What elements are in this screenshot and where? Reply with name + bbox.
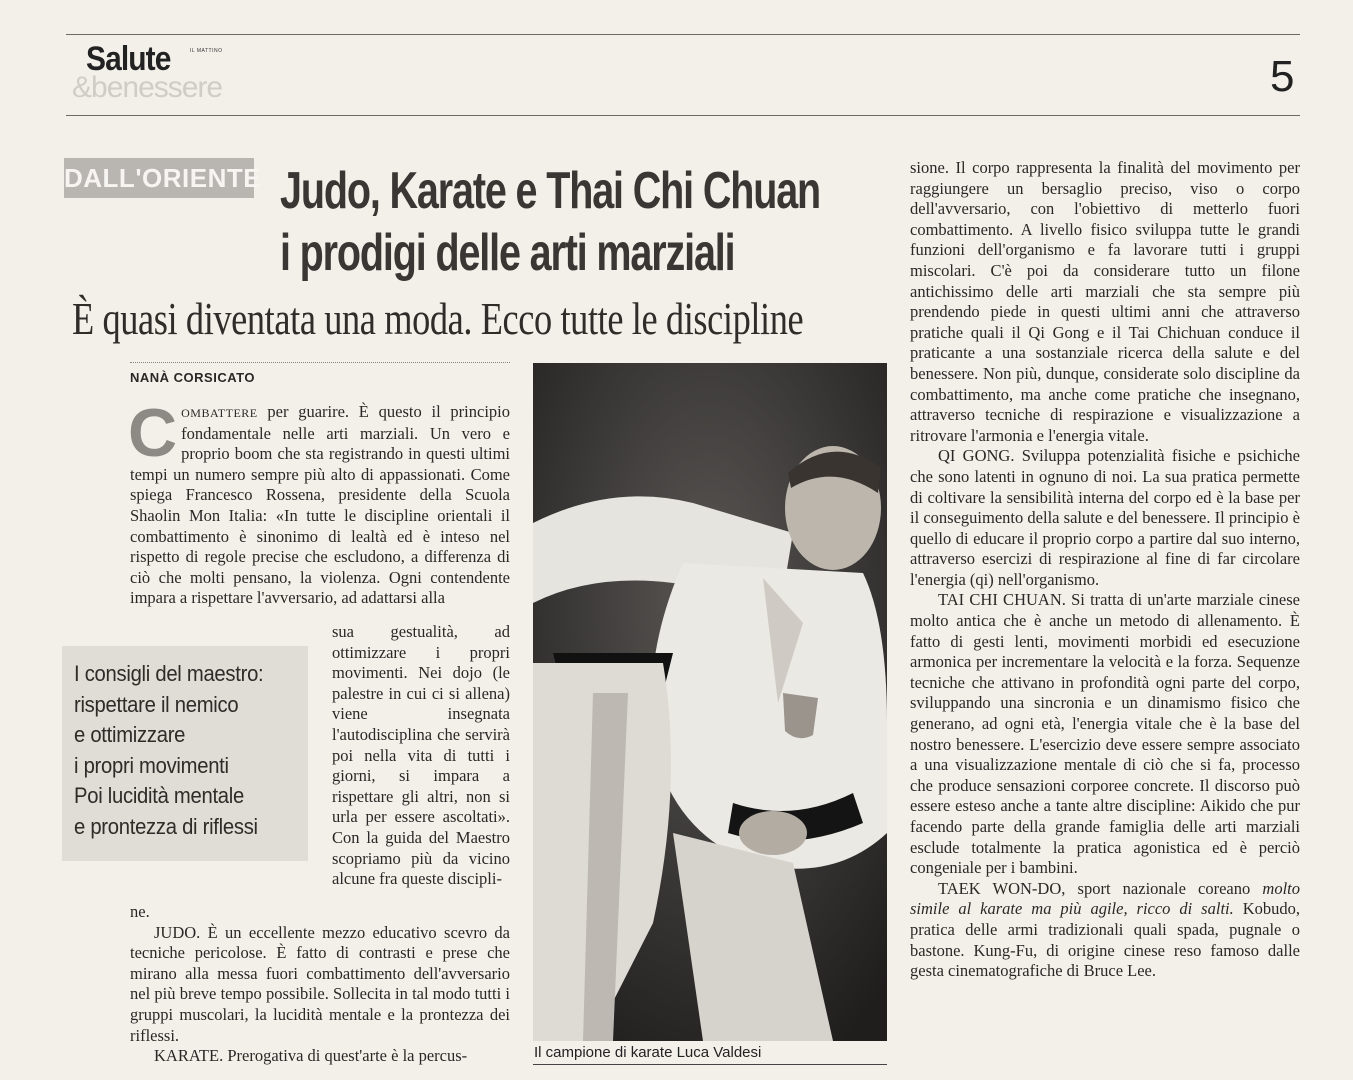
karate-photo <box>533 363 887 1041</box>
masthead-rule <box>66 115 1300 116</box>
byline-rule <box>130 362 510 363</box>
karate-continued-paragraph: sione. Il corpo rappresenta la finalità del movimento per raggiungere un bersaglio preciso, viso o corpo dell'avversario, con l'obiettivo di metterlo fuori combattimento. A livello fisico sviluppa tutte le grandi funzioni dell'organismo e fa lavorare tutti i gruppi miscolari. C'è poi da considerare tutto un filone antichissimo delle arti marziali che sta sempre più prendendo piede in questi ultimi anni che attraverso pratiche quali il Qi Gong e il Tai Chichuan conduce il praticante a una sostanziale ricerca della salute e del benessere. Non più, dunque, considerate solo discipline da combattimento, ma anche come pratiche che insegnano, attraverso tecniche di respirazione e visualizzazione a ritrovare l'armonia e l'energia vitale. <box>910 158 1300 445</box>
karate-photo-illustration <box>533 363 887 1041</box>
taekwondo-tail: Kobudo, pratica delle armi tradizionali quali spada, pugnale o bastone. Kung-Fu, di origine cinese reso famoso dalle gesta cinematografiche di Bruce Lee. <box>910 899 1300 981</box>
pull-quote-line: i propri movimenti <box>74 752 229 778</box>
top-rule <box>66 34 1300 35</box>
pull-quote-line: rispettare il nemico <box>74 691 239 717</box>
pull-quote-line: e ottimizzare <box>74 722 186 747</box>
page-number: 5 <box>1270 52 1295 101</box>
headline-line-2: i prodigi delle arti marziali <box>280 224 735 282</box>
pull-quote-line: e prontezza di riflessi <box>74 813 258 839</box>
taekwondo-italic: molto simile al karate ma più agile, ricco di salti. <box>910 878 1301 919</box>
paragraph-end: ne. <box>130 902 150 921</box>
taekwondo-lead: TAEK WON-DO, sport nazionale coreano <box>938 878 1251 898</box>
headline <box>280 160 820 284</box>
judo-paragraph: JUDO. È un eccellente mezzo educativo scevro da tecniche pericolose. È fatto di contrasti e prese che mirano alla messa fuori combattimento dell'avversario nel più breve tempo possibile. Sollecita in tal modo tutti i gruppi muscolari, la lucidità mentale e la prontezza dei riflessi. <box>130 922 510 1045</box>
qigong-paragraph: QI GONG. Sviluppa potenzialità fisiche e psichiche che sono latenti in ognuno di noi. La sua pratica permette di coltivare la sensibilità interna del corpo ed è la base per il conseguimento della salute e del benessere. Il principio è quello di educare il proprio corpo a partire dal suo interno, attraverso esercizi di respirazione al fine di far circolare l'energia (qi) nell'organismo. <box>910 446 1300 589</box>
pull-quote <box>74 659 295 842</box>
intro-lead-word: OMBATTERE <box>181 406 258 420</box>
newspaper-tag: IL MATTINO <box>190 48 223 54</box>
intro-text: per guarire. È questo il principio fondamentale nelle arti marziali. Un vero e proprio boom che sta registrando in questi ultimi tempi un numero sempre più alto di appassionati. Come spiega Francesco Rossena, presidente della Scuola Shaolin Mon Italia: «In tutte le discipline orientali il combattimento è sinonimo di lealtà ed è inteso nel rispetto di regole precise che escludono, a differenza di ciò che molti pensano, la violenza. Ogni contendente impara a rispettare l'avversario, ad adattarsi alla <box>130 402 510 608</box>
intro-paragraph <box>128 395 510 609</box>
headline-line-1: Judo, Karate e Thai Chi Chuan <box>280 162 821 220</box>
section-logo: Salute <box>86 40 171 78</box>
subheadline: È quasi diventata una moda. Ecco tutte le discipline <box>72 293 804 344</box>
taekwondo-paragraph <box>910 879 1300 982</box>
column-1-bottom <box>130 902 510 1067</box>
taichi-paragraph: TAI CHI CHUAN. Si tratta di un'arte marziale cinese molto antica che è anche un metodo di allenamento. È fatto di gesti lenti, movimenti morbidi ed esecuzione armonica per incrementare la velocità e la forza. Sequenze tecniche che attivano in profondità ogni parte del corpo, sviluppando una sincronia e un dinamismo fisico che generano, ad ogni età, l'energia vitale che è la base del nostro benessere. L'esercizio deve essere sempre associato a una visualizzazione mentale di ciò che si fa, processo che produce sensazioni corporee concrete. Il discorso può essere esteso anche a tante altre discipline: Aikido che pur facendo parte della grande famiglia delle arti marziali esclude totalmente la pratica agonistica ed è perciò congeniale per i bambini. <box>910 590 1300 878</box>
drop-cap: C <box>128 395 178 471</box>
section-kicker: DALL'ORIENTE <box>64 158 254 198</box>
pull-quote-line: Poi lucidità mentale <box>74 783 244 808</box>
narrow-paragraph: sua gestualità, ad ottimizzare i propri movimenti. Nei dojo (le palestre in cui ci si allena) viene insegnata l'autodisciplina che servirà poi nella vita di tutti i giorni, si impara a rispettare gli altri, non si urla per essere ascoltati». Con la guida del Maestro scopriamo più da vicino alcune fra queste discipli- <box>332 622 510 889</box>
photo-caption: Il campione di karate Luca Valdesi <box>534 1044 762 1061</box>
pull-quote-line: I consigli del maestro: <box>74 661 264 686</box>
karate-paragraph: KARATE. Prerogativa di quest'arte è la percus- <box>154 1046 468 1066</box>
section-logo-subtitle: &benessere <box>72 71 223 104</box>
caption-rule <box>533 1064 887 1065</box>
column-3 <box>910 158 1300 982</box>
byline: NANÀ CORSICATO <box>130 370 255 385</box>
